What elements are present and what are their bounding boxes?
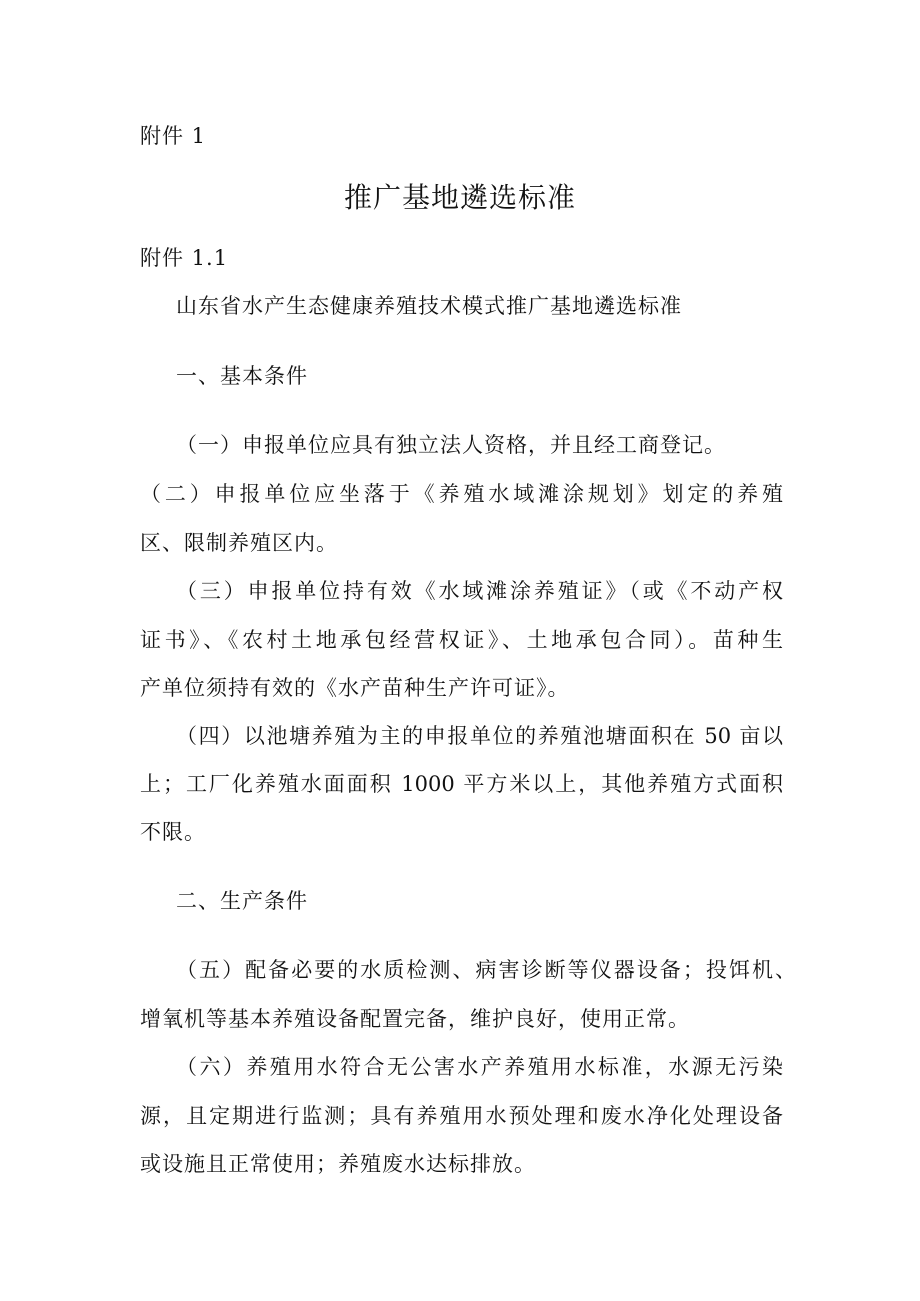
main-title: 推广基地遴选标准 xyxy=(343,181,576,214)
paragraph-item-5-line-2: 增氧机等基本养殖设备配置完备，维护良好，使用正常。 xyxy=(140,1007,690,1031)
paragraph-item-4-line-3: 不限。 xyxy=(140,820,206,844)
paragraph-item-6-line-1: （六）养殖用水符合无公害水产养殖用水标准，水源无污染 xyxy=(176,1055,783,1079)
paragraph-item-6-line-3: 或设施且正常使用；养殖废水达标排放。 xyxy=(140,1152,536,1176)
paragraph-item-3-line-1: （三）申报单位持有效《水域滩涂养殖证》（或《不动产权 xyxy=(176,579,783,603)
paragraph-item-1: （一）申报单位应具有独立法人资格，并且经工商登记。 xyxy=(176,433,726,457)
section-heading-basic-conditions: 一、基本条件 xyxy=(176,364,308,388)
paragraph-item-4-line-1: （四）以池塘养殖为主的申报单位的养殖池塘面积在 50 亩以 xyxy=(176,724,783,748)
attachment-label: 附件 1 xyxy=(140,124,207,148)
section-heading-production-conditions: 二、生产条件 xyxy=(176,889,308,913)
sub-attachment-label: 附件 1.1 xyxy=(140,246,229,270)
paragraph-item-3-line-2: 证书》、《农村土地承包经营权证》、土地承包合同）。苗种生 xyxy=(140,628,783,652)
paragraph-item-2-line-1: （二）申报单位应坐落于《养殖水域滩涂规划》划定的养殖 xyxy=(140,482,783,506)
document-title: 山东省水产生态健康养殖技术模式推广基地遴选标准 xyxy=(176,294,682,318)
paragraph-item-2-line-2: 区、限制养殖区内。 xyxy=(140,531,338,555)
paragraph-item-4-line-2: 上；工厂化养殖水面面积 1000 平方米以上，其他养殖方式面积 xyxy=(140,772,783,796)
paragraph-item-3-line-3: 产单位须持有效的《水产苗种生产许可证》。 xyxy=(140,676,570,700)
paragraph-item-5-line-1: （五）配备必要的水质检测、病害诊断等仪器设备；投饵机、 xyxy=(176,958,796,982)
paragraph-item-6-line-2: 源，且定期进行监测；具有养殖用水预处理和废水净化处理设备 xyxy=(140,1104,783,1128)
